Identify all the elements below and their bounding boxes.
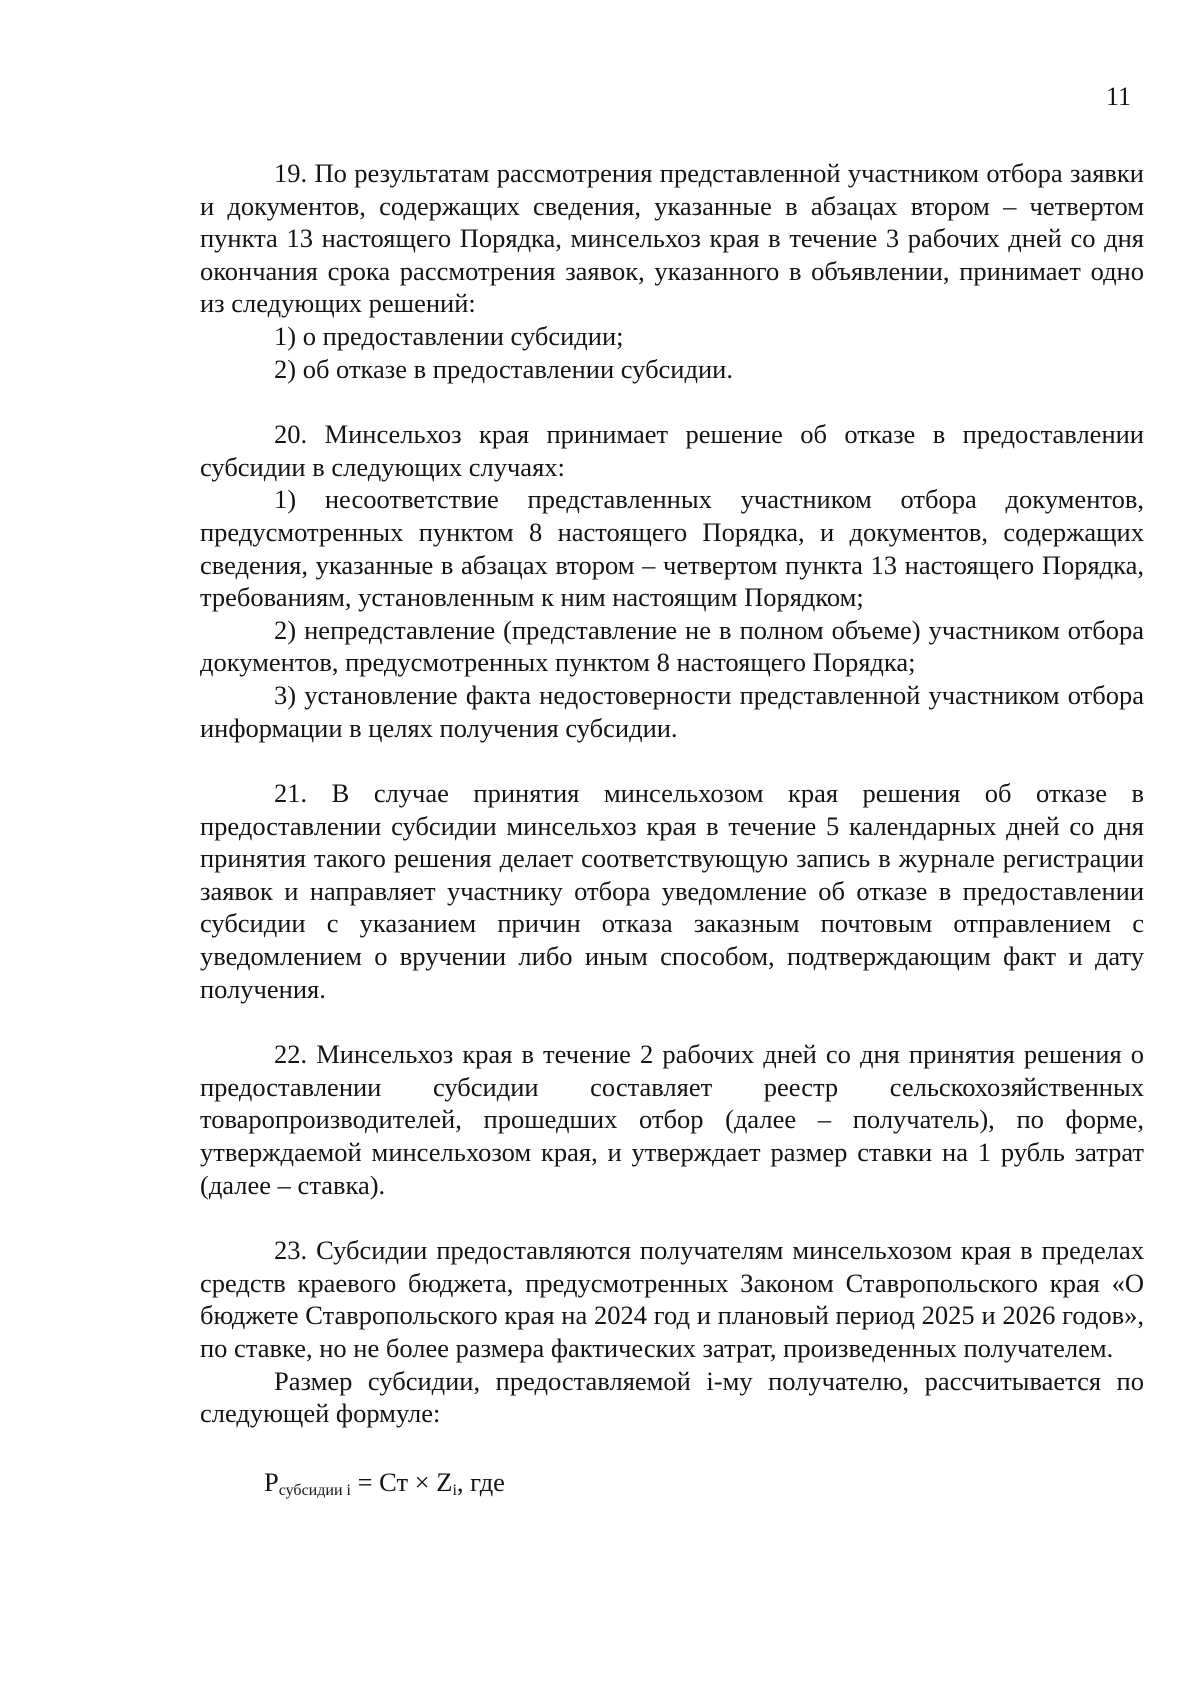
formula-z-subscript: i (452, 1481, 457, 1499)
formula-main-subscript: субсидии i (278, 1481, 351, 1499)
section-21-text: 21. В случае принятия минсельхозом края решения об отказе в предоставлении субсидии минсельхоз края в течение 5 календарных дней со дня принятия такого решения делает соответствующую запись в журнале регистрации заявок и направляет участнику отбора уведомление об отказе в предоставлении субсидии с указанием причин отказа заказным почтовым отправлением с уведомлением о вручении либо иным способом, подтверждающим факт и дату получения. (200, 778, 1144, 1004)
subsidy-formula (200, 1466, 1144, 1508)
section-23-formula-intro: Размер субсидии, предоставляемой i-му получателю, рассчитывается по следующей формуле: (200, 1365, 1144, 1429)
section-19-intro: 19. По результатам рассмотрения представленной участником отбора заявки и документов, содержащих сведения, указанные в абзацах втором – четвертом пункта 13 настоящего Порядка, минсельхоз края в течение 3 рабочих дней со дня окончания срока рассмотрения заявок, указанного в объявлении, принимает одно из следующих решений: (200, 158, 1144, 319)
document-body (200, 157, 1144, 1507)
paragraph-gap (200, 744, 1144, 777)
formula-main: P (264, 1466, 279, 1497)
paragraph-gap (200, 385, 1144, 418)
page-number: 11 (1106, 82, 1132, 111)
section-19-item-2: 2) об отказе в предоставлении субсидии. (274, 353, 733, 384)
section-19-item-1: 1) о предоставлении субсидии; (274, 320, 624, 351)
section-23-text: 23. Субсидии предоставляются получателям минсельхозом края в пределах средств краевого бюджета, предусмотренных Законом Ставропольского края «О бюджете Ставропольского края на 2024 год и плановый период 2025 и 2026 годов», по ставке, но не более размера фактических затрат, произведенных получателем. (200, 1235, 1144, 1363)
paragraph-gap (200, 1005, 1144, 1038)
section-20-item-3: 3) установление факта недостоверности представленной участником отбора информации в целях получения субсидии. (200, 679, 1144, 743)
section-20-intro: 20. Минсельхоз края принимает решение об отказе в предоставлении субсидии в следующих случаях: (200, 419, 1144, 482)
section-20-item-1: 1) несоответствие представленных участником отбора документов, предусмотренных пунктом 8 настоящего Порядка, и документов, содержащих сведения, указанные в абзацах втором – четвертом пункта 13 настоящего Порядка, требованиям, установленным к ним настоящим Порядком; (200, 484, 1144, 613)
paragraph-gap (200, 1201, 1144, 1234)
section-20-item-2: 2) непредставление (представление не в полном объеме) участником отбора документов, предусмотренных пунктом 8 настоящего Порядка; (200, 614, 1144, 678)
formula-equals: = Ст × Z (350, 1466, 453, 1497)
formula-tail: , где (456, 1466, 505, 1497)
section-22-text: 22. Минсельхоз края в течение 2 рабочих дней со дня принятия решения о предоставлении субсидии составляет реестр сельскохозяйственных товаропроизводителей, прошедших отбор (далее – получатель), по форме, утверждаемой минсельхозом края, и утверждает размер ставки на 1 рубль затрат (далее – ставка). (200, 1039, 1144, 1200)
